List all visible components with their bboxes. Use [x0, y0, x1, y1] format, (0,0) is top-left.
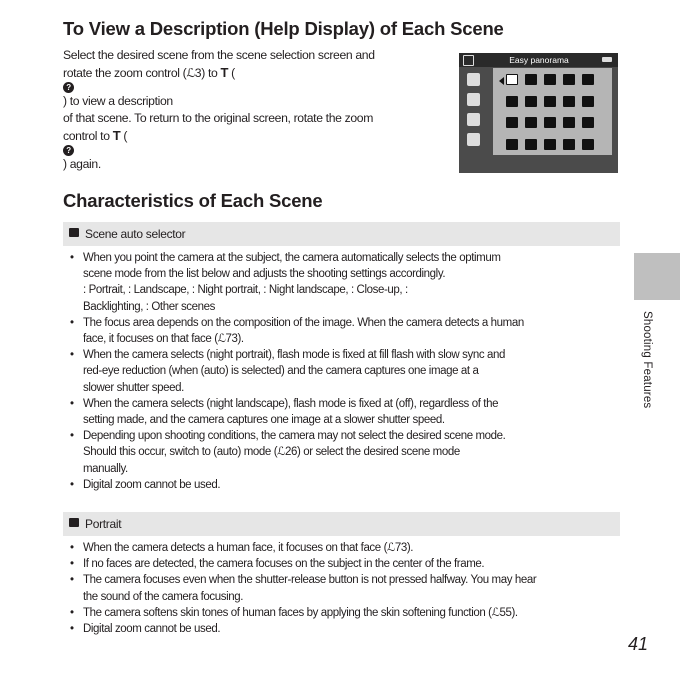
- scene-icon-grid: [493, 68, 612, 155]
- list-item: • When you point the camera at the subject, the camera automatically selects the optimum scene mode from the list below and adjusts the shooting settings accordingly. : Portrait, : Landscape, : Night portrait, : Night landscape, : Close-up, : Backlighting, : Other scenes: [66, 250, 626, 315]
- scene-icon: [563, 74, 575, 85]
- list-item: • If no faces are detected, the camera focuses on the subject in the center of the frame.: [66, 556, 626, 572]
- scene-icon: [544, 96, 556, 107]
- help-display-intro: Select the desired scene from the scene selection screen and rotate the zoom control (ℒ3) to T ( ? ) to view a description of that scene. To return to the original screen, rotate the zoom control to T ( ? ) again.: [63, 48, 375, 171]
- list-item: • The camera focuses even when the shutter-release button is not pressed halfway. You may hear the sound of the camera focusing.: [66, 572, 626, 604]
- characteristics-heading: Characteristics of Each Scene: [63, 190, 323, 211]
- 3d-photography-icon: [582, 139, 594, 150]
- scene-icon: [582, 96, 594, 107]
- list-item: • When the camera selects (night portrait), flash mode is fixed at fill flash with slow sync and red-eye reduction (when (auto) is selected) and the camera captures one image at a slower shutter speed.: [66, 347, 626, 396]
- scene-icon: [563, 117, 575, 128]
- list-item: • Depending upon shooting conditions, the camera may not select the desired scene mode. Should this occur, switch to (auto) mode (ℒ26) or select the desired scene mode manually.: [66, 428, 626, 477]
- easy-panorama-icon: [506, 74, 518, 85]
- help-icon: ?: [63, 145, 74, 156]
- scene-icon: [544, 117, 556, 128]
- scene-icon: [525, 117, 537, 128]
- list-item: • When the camera selects (night landscape), flash mode is fixed at (off), regardless of the setting made, and the camera captures one image at a slower shutter speed.: [66, 396, 626, 428]
- side-tab: [634, 253, 680, 300]
- scene-auto-selector-bar: Scene auto selector: [63, 222, 620, 246]
- scene-icon: [525, 139, 537, 150]
- side-tab-label: Shooting Features: [641, 311, 653, 409]
- page-number: 41: [628, 634, 649, 654]
- scene-icon: [582, 117, 594, 128]
- scene-mode-icon: [463, 55, 474, 66]
- portrait-list: [66, 540, 626, 637]
- list-item: • The focus area depends on the composition of the image. When the camera detects a human face, it focuses on that face (ℒ73).: [66, 315, 626, 347]
- list-item: • Digital zoom cannot be used.: [66, 477, 626, 493]
- battery-icon: [602, 57, 612, 62]
- scene-icon: [506, 117, 518, 128]
- scene-icon: [506, 139, 518, 150]
- screen-title: Easy panorama: [509, 55, 569, 65]
- scene-icon: [563, 139, 575, 150]
- portrait-icon: [69, 518, 79, 527]
- 3d-icon: [467, 113, 480, 126]
- scene-icon: [525, 96, 537, 107]
- scene-auto-selector-list: [66, 250, 626, 493]
- scene-icon: [582, 74, 594, 85]
- list-item: • Digital zoom cannot be used.: [66, 621, 626, 637]
- portrait-bar: Portrait: [63, 512, 620, 536]
- scene-icon: [563, 96, 575, 107]
- scene-icon: [544, 139, 556, 150]
- camera-icon: [467, 73, 480, 86]
- help-icon: ?: [63, 82, 74, 93]
- setup-icon: [467, 133, 480, 146]
- scene-icon: [525, 74, 537, 85]
- selection-arrow-icon: [499, 77, 504, 85]
- menu-icon: [467, 93, 480, 106]
- scene-selection-screen-illustration: [459, 53, 618, 173]
- list-item: • When the camera detects a human face, it focuses on that face (ℒ73).: [66, 540, 626, 556]
- help-display-heading: To View a Description (Help Display) of Each Scene: [63, 18, 504, 39]
- list-item: • The camera softens skin tones of human faces by applying the skin softening function (ℒ55).: [66, 605, 626, 621]
- scene-icon: [506, 96, 518, 107]
- scene-auto-selector-icon: [69, 228, 79, 237]
- scene-icon: [544, 74, 556, 85]
